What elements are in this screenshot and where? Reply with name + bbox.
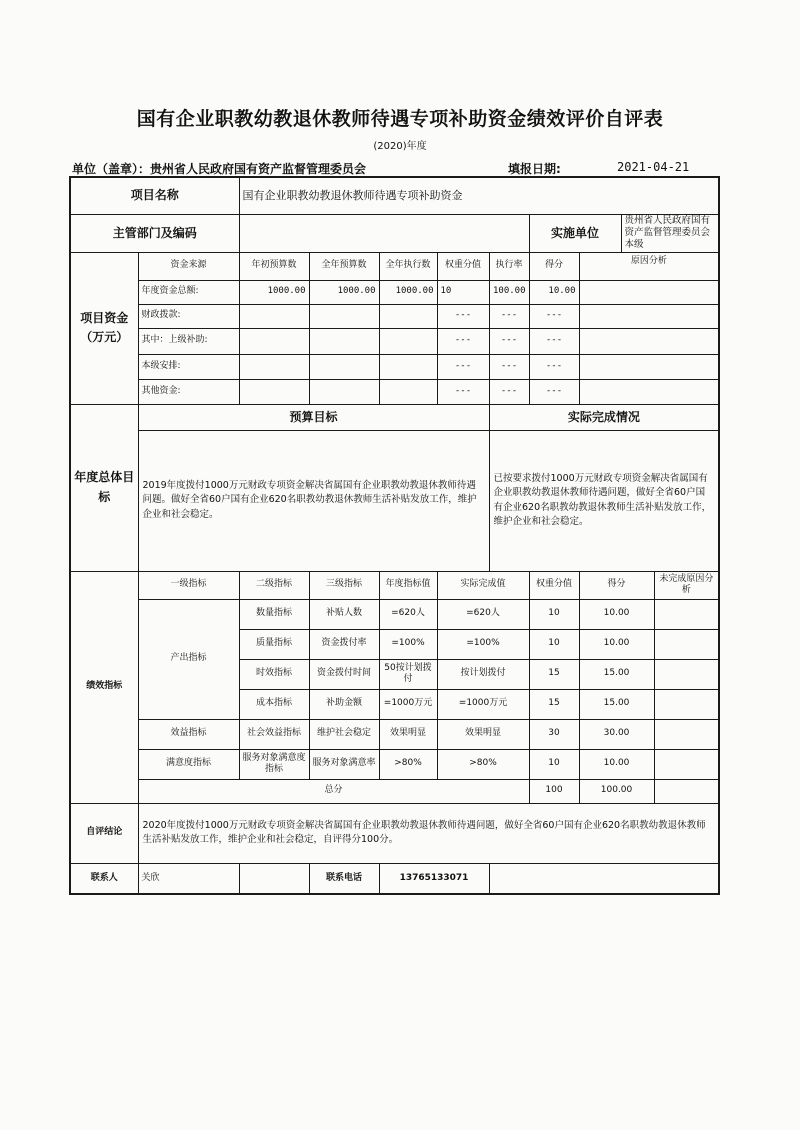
perf-actual: =1000万元	[437, 689, 529, 719]
perf-header-level1: 一级指标	[138, 571, 239, 599]
funds-header-score: 得分	[529, 252, 579, 280]
perf-level3: 维护社会稳定	[309, 719, 379, 749]
output-indicator-label: 产出指标	[138, 599, 239, 719]
perf-target: 效果明显	[379, 719, 437, 749]
perf-actual: >80%	[437, 749, 529, 779]
funds-row-score: ---	[529, 354, 579, 379]
department-row	[70, 214, 719, 252]
contact-label: 联系人	[70, 863, 138, 894]
funds-row-weight: 10	[437, 280, 489, 304]
perf-actual: 效果明显	[437, 719, 529, 749]
funds-header-row	[70, 252, 719, 280]
funds-row-score: ---	[529, 304, 579, 328]
perf-level2: 数量指标	[239, 599, 309, 629]
satisfaction-indicator-label: 满意度指标	[138, 749, 239, 779]
perf-level2: 成本指标	[239, 689, 309, 719]
perf-weight: 15	[529, 659, 579, 689]
contact-phone: 13765133071	[379, 863, 489, 894]
perf-target: 50按计划拨付	[379, 659, 437, 689]
perf-target: =100%	[379, 629, 437, 659]
department-value	[239, 214, 529, 252]
funds-row-name: 年度资金总额:	[138, 280, 239, 304]
contact-blank	[239, 863, 309, 894]
perf-score: 10.00	[579, 749, 654, 779]
funds-row-initial	[239, 379, 309, 404]
funds-header-source: 资金来源	[138, 252, 239, 280]
perf-level2: 社会效益指标	[239, 719, 309, 749]
perf-actual: =100%	[437, 629, 529, 659]
total-score: 100.00	[579, 779, 654, 803]
funds-row-weight: ---	[437, 354, 489, 379]
funds-row-executed: 1000.00	[379, 280, 437, 304]
perf-level3: 补贴人数	[309, 599, 379, 629]
report-year: (2020)年度	[373, 141, 427, 152]
funds-row	[70, 328, 719, 354]
perf-header-reason: 未完成原因分析	[654, 571, 719, 599]
performance-section-label: 绩效指标	[70, 571, 138, 803]
funds-row-rate: ---	[489, 354, 529, 379]
funds-row-score: ---	[529, 379, 579, 404]
funds-header-reason: 原因分析	[579, 252, 719, 280]
perf-header-level3: 三级指标	[309, 571, 379, 599]
funds-row-annual	[309, 328, 379, 354]
performance-header-row	[70, 571, 719, 599]
funds-row-rate: ---	[489, 379, 529, 404]
goals-header-row	[70, 404, 719, 430]
funds-row-initial	[239, 304, 309, 328]
performance-row	[70, 719, 719, 749]
funds-row-name: 本级安排:	[138, 354, 239, 379]
perf-weight: 30	[529, 719, 579, 749]
perf-level2: 时效指标	[239, 659, 309, 689]
funds-row-score: 10.00	[529, 280, 579, 304]
implementing-unit-label: 实施单位	[529, 214, 621, 252]
conclusion-label: 自评结论	[70, 803, 138, 863]
funds-row-initial: 1000.00	[239, 280, 309, 304]
funds-row-reason	[579, 354, 719, 379]
perf-level3: 服务对象满意率	[309, 749, 379, 779]
funds-row-annual	[309, 379, 379, 404]
perf-reason	[654, 599, 719, 629]
perf-score: 15.00	[579, 689, 654, 719]
funds-row-rate: ---	[489, 328, 529, 354]
perf-reason	[654, 659, 719, 689]
perf-header-weight: 权重分值	[529, 571, 579, 599]
perf-reason	[654, 629, 719, 659]
funds-row-executed	[379, 354, 437, 379]
funds-row-executed	[379, 304, 437, 328]
perf-reason	[654, 689, 719, 719]
funds-row-executed	[379, 328, 437, 354]
perf-score: 30.00	[579, 719, 654, 749]
total-row	[70, 779, 719, 803]
perf-weight: 10	[529, 599, 579, 629]
funds-row-annual	[309, 304, 379, 328]
actual-completion-header: 实际完成情况	[489, 404, 719, 430]
contact-row	[70, 863, 719, 894]
funds-row-annual: 1000.00	[309, 280, 379, 304]
fill-date-label: 填报日期:	[508, 162, 561, 176]
conclusion-row	[70, 803, 719, 863]
implementing-unit-value: 贵州省人民政府国有资产监督管理委员会本级	[621, 214, 719, 252]
perf-score: 10.00	[579, 599, 654, 629]
total-label: 总分	[138, 779, 529, 803]
performance-row	[70, 749, 719, 779]
perf-score: 10.00	[579, 629, 654, 659]
perf-reason	[654, 719, 719, 749]
actual-completion-text: 已按要求拨付1000万元财政专项资金解决省属国有企业职教幼教退休教师待遇问题，做好全省60户国有企业620名职教幼教退休教师生活补贴发放工作，维护企业和社会稳定。	[489, 430, 719, 571]
funds-row-name: 其中：上级补助:	[138, 328, 239, 354]
funds-row-reason	[579, 304, 719, 328]
perf-level3: 资金拨付率	[309, 629, 379, 659]
funds-header-rate: 执行率	[489, 252, 529, 280]
benefit-indicator-label: 效益指标	[138, 719, 239, 749]
funds-row-initial	[239, 354, 309, 379]
performance-row	[70, 599, 719, 629]
funds-row	[70, 280, 719, 304]
contact-extra	[489, 863, 719, 894]
funds-row	[70, 304, 719, 328]
budget-goal-text: 2019年度拨付1000万元财政专项资金解决省属国有企业职教幼教退休教师待遇问题。做好全省60户国有企业620名职教幼教退休教师生活补贴发放工作，维护企业和社会稳定。	[138, 430, 489, 571]
evaluation-form	[69, 176, 720, 895]
funds-row-executed	[379, 379, 437, 404]
perf-weight: 10	[529, 629, 579, 659]
perf-actual: =620人	[437, 599, 529, 629]
funds-row-rate: 100.00	[489, 280, 529, 304]
perf-level2: 质量指标	[239, 629, 309, 659]
funds-row-reason	[579, 328, 719, 354]
total-reason	[654, 779, 719, 803]
funds-row-name: 财政拨款:	[138, 304, 239, 328]
funds-row-reason	[579, 379, 719, 404]
contact-name: 关欣	[138, 863, 239, 894]
funds-header-executed: 全年执行数	[379, 252, 437, 280]
total-weight: 100	[529, 779, 579, 803]
funds-row-name: 其他资金:	[138, 379, 239, 404]
perf-header-score: 得分	[579, 571, 654, 599]
funds-row-initial	[239, 328, 309, 354]
funds-row-reason	[579, 280, 719, 304]
perf-target: >80%	[379, 749, 437, 779]
perf-actual: 按计划拨付	[437, 659, 529, 689]
conclusion-text: 2020年度拨付1000万元财政专项资金解决省属国有企业职教幼教退休教师待遇问题，做好全省60户国有企业620名职教幼教退休教师生活补贴发放工作，维护企业和社会稳定，自评得分100分。	[138, 803, 719, 863]
funds-row	[70, 354, 719, 379]
funds-section-label: 项目资金（万元）	[70, 252, 138, 404]
funds-header-weight: 权重分值	[437, 252, 489, 280]
goals-content-row	[70, 430, 719, 571]
fill-date-value: 2021-04-21	[617, 160, 690, 174]
funds-row-score: ---	[529, 328, 579, 354]
department-label: 主管部门及编码	[70, 214, 239, 252]
page-title: 国有企业职教幼教退休教师待遇专项补助资金绩效评价自评表	[136, 108, 664, 130]
goals-section-label: 年度总体目标	[70, 404, 138, 571]
perf-level3: 补助金额	[309, 689, 379, 719]
funds-row-weight: ---	[437, 328, 489, 354]
funds-row-weight: ---	[437, 379, 489, 404]
project-name-label: 项目名称	[70, 177, 239, 214]
perf-target: =620人	[379, 599, 437, 629]
perf-weight: 10	[529, 749, 579, 779]
project-name-value: 国有企业职教幼教退休教师待遇专项补助资金	[239, 177, 719, 214]
budget-goal-header: 预算目标	[138, 404, 489, 430]
project-name-row	[70, 177, 719, 214]
reporting-unit: 单位（盖章）：贵州省人民政府国有资产监督管理委员会	[72, 162, 367, 176]
perf-header-target: 年度指标值	[379, 571, 437, 599]
perf-level3: 资金拨付时间	[309, 659, 379, 689]
funds-row-weight: ---	[437, 304, 489, 328]
perf-target: =1000万元	[379, 689, 437, 719]
perf-level2: 服务对象满意度指标	[239, 749, 309, 779]
funds-row	[70, 379, 719, 404]
contact-phone-label: 联系电话	[309, 863, 379, 894]
perf-score: 15.00	[579, 659, 654, 689]
funds-header-initial: 年初预算数	[239, 252, 309, 280]
perf-header-level2: 二级指标	[239, 571, 309, 599]
perf-weight: 15	[529, 689, 579, 719]
funds-row-annual	[309, 354, 379, 379]
perf-reason	[654, 749, 719, 779]
funds-row-rate: ---	[489, 304, 529, 328]
perf-header-actual: 实际完成值	[437, 571, 529, 599]
funds-header-annual: 全年预算数	[309, 252, 379, 280]
